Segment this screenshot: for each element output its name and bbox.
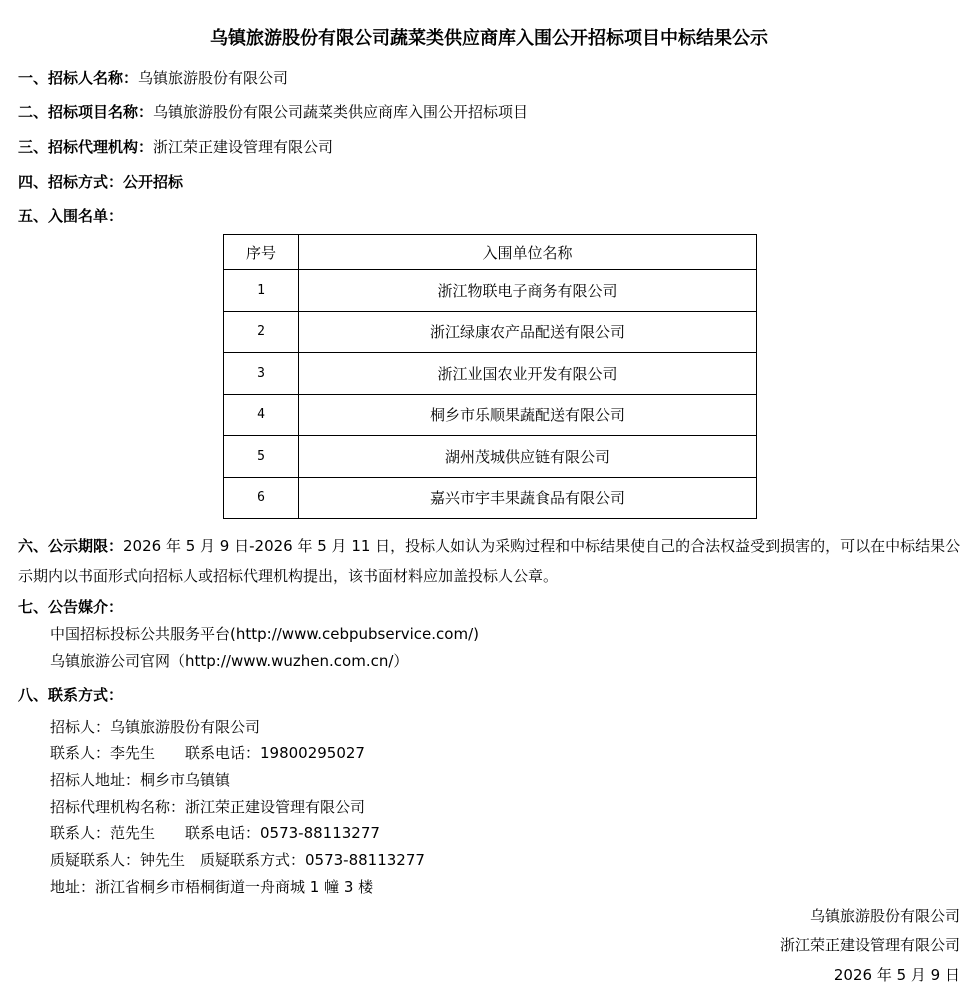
media-link-wuzhen[interactable]: 乌镇旅游公司官网（http://www.wuzhen.com.cn/）: [50, 652, 409, 670]
row-company: 嘉兴市宇丰果蔬食品有限公司: [299, 477, 757, 519]
section-media-label: 七、公告媒介：: [18, 598, 124, 616]
section-project-value: 乌镇旅游股份有限公司蔬菜类供应商库入围公开招标项目: [153, 103, 529, 121]
row-no: 3: [224, 353, 299, 395]
signature-date: 2026 年 5 月 9 日: [833, 966, 960, 984]
section-contact: [18, 684, 123, 706]
contact-line: 招标人：乌镇旅游股份有限公司: [50, 718, 261, 736]
section-method: [18, 171, 183, 193]
section-method-label: 四、招标方式：公开招标: [18, 173, 184, 191]
contact-line: 联系人：范先生 联系电话：0573-88113277: [50, 824, 380, 842]
section-period: [18, 531, 964, 591]
row-company: 浙江绿康农产品配送有限公司: [299, 311, 757, 353]
section-period-text: 2026 年 5 月 9 日-2026 年 5 月 11 日，投标人如认为采购过程和中标结果使自己的合法权益受到损害的，可以在中标结果公示期内以书面形式向招标人或招标代理机构提出，该书面材料应加盖投标人公章。: [18, 537, 961, 585]
section-tenderer-label: 一、招标人名称：: [18, 69, 139, 87]
row-company: 湖州茂城供应链有限公司: [299, 436, 757, 478]
section-agency: [18, 136, 333, 158]
table-row: [224, 353, 757, 395]
section-agency-value: 浙江荣正建设管理有限公司: [153, 138, 334, 156]
signature-org-2: 浙江荣正建设管理有限公司: [779, 936, 960, 954]
section-media: [18, 596, 123, 618]
page-title: 乌镇旅游股份有限公司蔬菜类供应商库入围公开招标项目中标结果公示: [210, 28, 768, 49]
row-company: 桐乡市乐顺果蔬配送有限公司: [299, 394, 757, 436]
section-project: [18, 101, 528, 123]
section-project-label: 二、招标项目名称：: [18, 103, 154, 121]
shortlist-table: [223, 234, 757, 519]
header-company: 入围单位名称: [299, 235, 757, 270]
table-row: [224, 436, 757, 478]
section-period-label: 六、公示期限：: [18, 537, 124, 555]
table-row: [224, 477, 757, 519]
section-agency-label: 三、招标代理机构：: [18, 138, 154, 156]
row-company: 浙江物联电子商务有限公司: [299, 270, 757, 312]
section-contact-label: 八、联系方式：: [18, 686, 124, 704]
media-link-cebpub[interactable]: 中国招标投标公共服务平台(http://www.cebpubservice.com/): [50, 625, 479, 643]
table-row: [224, 311, 757, 353]
section-tenderer-value: 乌镇旅游股份有限公司: [138, 69, 289, 87]
section-shortlist: [18, 205, 123, 227]
table-row: [224, 270, 757, 312]
row-no: 2: [224, 311, 299, 353]
contact-line: 招标人地址：桐乡市乌镇镇: [50, 771, 231, 789]
contact-line: 质疑联系人：钟先生 质疑联系方式：0573-88113277: [50, 851, 425, 869]
row-no: 4: [224, 394, 299, 436]
row-no: 5: [224, 436, 299, 478]
contact-line: 招标代理机构名称：浙江荣正建设管理有限公司: [50, 798, 366, 816]
row-company: 浙江业国农业开发有限公司: [299, 353, 757, 395]
section-shortlist-label: 五、入围名单：: [18, 207, 124, 225]
row-no: 1: [224, 270, 299, 312]
row-no: 6: [224, 477, 299, 519]
table-header-row: [224, 235, 757, 270]
contact-line: 联系人：李先生 联系电话：19800295027: [50, 744, 365, 762]
section-tenderer: [18, 67, 288, 89]
table-row: [224, 394, 757, 436]
header-no: 序号: [224, 235, 299, 270]
signature-org-1: 乌镇旅游股份有限公司: [809, 907, 960, 925]
contact-line: 地址：浙江省桐乡市梧桐街道一舟商城 1 幢 3 楼: [50, 878, 374, 896]
